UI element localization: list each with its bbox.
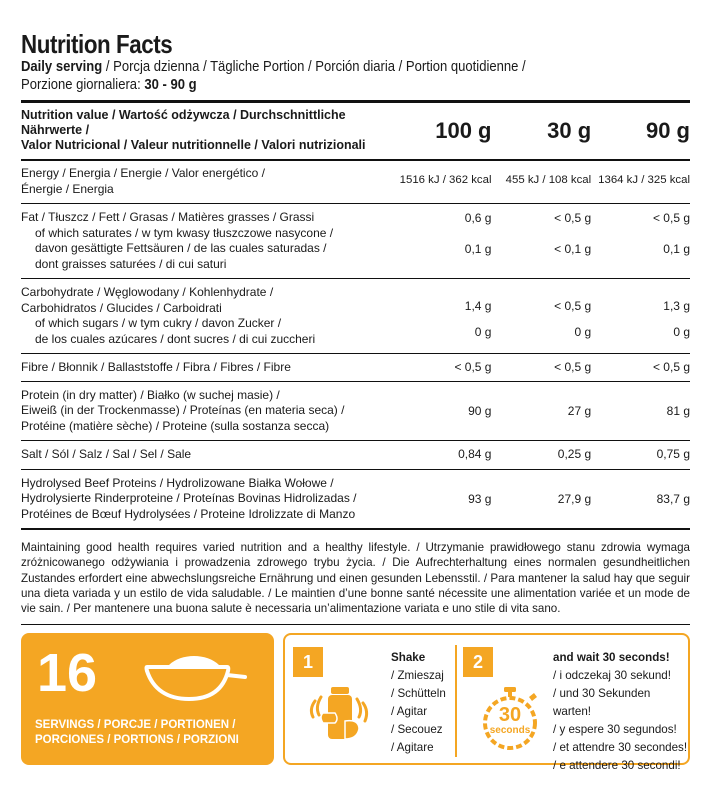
fibre-label: Fibre / Błonnik / Ballaststoffe / Fibra / Fibres / Fibre bbox=[21, 360, 291, 374]
step-2-badge: 2 bbox=[463, 647, 493, 677]
protein-100g: 90 g bbox=[468, 403, 492, 418]
nutrition-table bbox=[21, 100, 690, 530]
row-fat bbox=[21, 204, 690, 226]
label-line: of which saturates / w tym kwasy tłuszczowe nasycone / bbox=[35, 225, 334, 240]
label-line: Energy / Energia / Energie / Valor energético / bbox=[21, 166, 265, 180]
step-2-word: / y espere 30 segundos! bbox=[553, 723, 677, 736]
daily-serving-line-1 bbox=[21, 58, 623, 76]
row-hydrolysed-beef bbox=[21, 469, 690, 529]
header-label-line: Nutrition value / Wartość odżywcza / Durchschnittliche Nährwerte / bbox=[21, 108, 346, 137]
hydrolysed-beef-30g: 27,9 g bbox=[557, 491, 592, 506]
label-line: Hydrolysierte Rinderproteine / Proteínas Bovinas Hidrolizadas / bbox=[21, 491, 357, 505]
hydrolysed-beef-label bbox=[21, 469, 400, 529]
carbohydrate-label bbox=[21, 279, 400, 317]
step-1-word: / Agitar bbox=[391, 705, 428, 718]
step-1-word: / Secouez bbox=[391, 723, 443, 736]
timer-number: 30 bbox=[498, 704, 522, 726]
servings-count: 16 bbox=[37, 643, 98, 703]
nutrition-panel bbox=[21, 30, 690, 625]
sugars-label bbox=[21, 316, 400, 354]
saturates-30g: < 0,1 g bbox=[554, 241, 592, 256]
step-1-word: / Schütteln bbox=[391, 687, 446, 700]
daily-serving-translations: / Porcja dzienna / Tägliche Portion / Porción diaria / Portion quotidienne / bbox=[102, 59, 526, 75]
saturates-100g: 0,1 g bbox=[464, 241, 492, 256]
energy-100g: 1516 kJ / 362 kcal bbox=[399, 174, 492, 186]
salt-label: Salt / Sól / Salz / Sal / Sel / Sale bbox=[21, 447, 192, 461]
protein-label bbox=[21, 381, 400, 441]
carbohydrate-90g: 1,3 g bbox=[663, 298, 690, 313]
scoop-icon bbox=[139, 655, 249, 708]
sugars-30g: 0 g bbox=[574, 325, 592, 339]
hydrolysed-beef-90g: 83,7 g bbox=[656, 491, 690, 506]
label-line: Carbohydrate / Węglowodany / Kohlenhydrate / bbox=[21, 285, 274, 299]
carbohydrate-30g: < 0,5 g bbox=[554, 298, 592, 313]
step-2-text bbox=[553, 649, 688, 775]
step-1-word: / Agitare bbox=[391, 741, 434, 754]
daily-serving-amount: 30 - 90 g bbox=[144, 77, 197, 93]
servings-label bbox=[35, 718, 265, 748]
energy-90g: 1364 kJ / 325 kcal bbox=[598, 174, 690, 186]
servings-box bbox=[21, 633, 274, 765]
step-1-word: Shake bbox=[391, 651, 426, 664]
row-saturates bbox=[21, 226, 690, 279]
fat-label: Fat / Tłuszcz / Fett / Grasas / Matières grasses / Grassi bbox=[21, 210, 315, 224]
preparation-steps bbox=[283, 633, 690, 772]
label-line: Protein (in dry matter) / Białko (w suchej masie) / bbox=[21, 387, 280, 402]
row-protein bbox=[21, 381, 690, 441]
stopwatch-icon bbox=[475, 685, 545, 753]
label-line: davon gesättigte Fettsäuren / de las cuales saturadas / bbox=[35, 241, 327, 255]
daily-serving-label: Daily serving bbox=[21, 59, 103, 75]
usage-section bbox=[21, 633, 690, 772]
carbohydrate-100g: 1,4 g bbox=[464, 298, 492, 313]
col-header-100g: 100 g bbox=[400, 102, 492, 161]
row-salt bbox=[21, 441, 690, 470]
fat-30g: < 0,5 g bbox=[554, 210, 592, 225]
servings-label-line: PORCIONES / PORTIONS / PORZIONI bbox=[35, 734, 239, 746]
step-divider bbox=[455, 645, 457, 757]
label-line: Eiweiß (in der Trockenmasse) / Proteínas (en materia seca) / bbox=[21, 403, 345, 417]
step-1-word: / Zmieszaj bbox=[391, 669, 444, 682]
sugars-90g: 0 g bbox=[673, 325, 690, 339]
fibre-30g: < 0,5 g bbox=[554, 360, 592, 374]
fat-100g: 0,6 g bbox=[464, 210, 492, 225]
fibre-100g: < 0,5 g bbox=[454, 360, 492, 374]
fibre-90g: < 0,5 g bbox=[652, 360, 690, 374]
hydrolysed-beef-100g: 93 g bbox=[468, 491, 492, 506]
health-statement: Maintaining good health requires varied nutrition and a healthy lifestyle. / Utrzymanie prawidłowego stanu zdrowia wymaga zróżnicowanego odżywiania i prowadzenia zdrowego trybu życia. / Die Aufrechterhaltung eines normalen gesundheitlichen Zustandes erfordert eine abwechslungsreiche Ernährung und einen gesunden Lebensstil. / Para mantener la salud hay que seguir una dieta variada y un estilo de vida saludable. / Le maintien d’une bonne santé nécessite une alimentation variée et un mode de vie sain. / Per mantenere una buona salute è necessaria un’alimentazione variata e uno stile di vita sano. bbox=[21, 540, 690, 625]
row-sugars bbox=[21, 316, 690, 354]
step-2-word: / e attendere 30 secondi! bbox=[553, 759, 681, 772]
col-header-30g: 30 g bbox=[491, 102, 591, 161]
label-line: dont graisses saturées / di cui saturi bbox=[35, 256, 227, 271]
label-line: Hydrolysed Beef Proteins / Hydrolizowane Białka Wołowe / bbox=[21, 475, 334, 490]
step-2-word: and wait 30 seconds! bbox=[553, 651, 670, 664]
header-label bbox=[21, 102, 400, 161]
saturates-90g: 0,1 g bbox=[663, 241, 690, 256]
page-title: Nutrition Facts bbox=[21, 29, 173, 59]
saturates-label bbox=[21, 226, 400, 279]
label-line: Protéine (matière sèche) / Proteine (sulla sostanza secca) bbox=[21, 418, 330, 433]
protein-90g: 81 g bbox=[666, 403, 690, 418]
step-1-badge: 1 bbox=[293, 647, 323, 677]
label-line: of which sugars / w tym cukry / davon Zucker / bbox=[35, 316, 282, 330]
label-line: Protéines de Bœuf Hydrolysées / Proteine Idrolizzate di Manzo bbox=[21, 506, 356, 521]
step-2-word: / i odczekaj 30 sekund! bbox=[553, 669, 671, 682]
daily-serving-line-2 bbox=[21, 76, 623, 94]
timer-unit: seconds bbox=[489, 725, 531, 736]
sugars-100g: 0 g bbox=[474, 325, 492, 339]
energy-30g: 455 kJ / 108 kcal bbox=[505, 174, 592, 186]
shaker-icon bbox=[305, 683, 375, 756]
label-line: de los cuales azúcares / dont sucres / di cui zuccheri bbox=[35, 331, 316, 346]
step-1-text bbox=[391, 649, 446, 757]
step-2-word: / et attendre 30 secondes! bbox=[553, 741, 688, 754]
salt-30g: 0,25 g bbox=[557, 447, 592, 461]
table-header bbox=[21, 102, 690, 161]
col-header-90g: 90 g bbox=[591, 102, 690, 161]
salt-100g: 0,84 g bbox=[458, 447, 492, 461]
label-line: Carbohidratos / Glucides / Carboidrati bbox=[21, 300, 222, 315]
label-line: Énergie / Energia bbox=[21, 181, 114, 196]
row-carbohydrate bbox=[21, 279, 690, 317]
fat-90g: < 0,5 g bbox=[652, 210, 690, 225]
header-label-line: Valor Nutricional / Valeur nutritionnelle / Valori nutrizionali bbox=[21, 138, 366, 152]
salt-90g: 0,75 g bbox=[656, 447, 690, 461]
protein-30g: 27 g bbox=[567, 403, 592, 418]
daily-serving-italian: Porzione giornaliera: bbox=[21, 77, 145, 93]
row-fibre bbox=[21, 354, 690, 382]
servings-label-line: SERVINGS / PORCJE / PORTIONEN / bbox=[35, 719, 236, 731]
energy-label bbox=[21, 160, 400, 204]
row-energy bbox=[21, 160, 690, 204]
step-2-word: / und 30 Sekunden warten! bbox=[553, 687, 651, 718]
